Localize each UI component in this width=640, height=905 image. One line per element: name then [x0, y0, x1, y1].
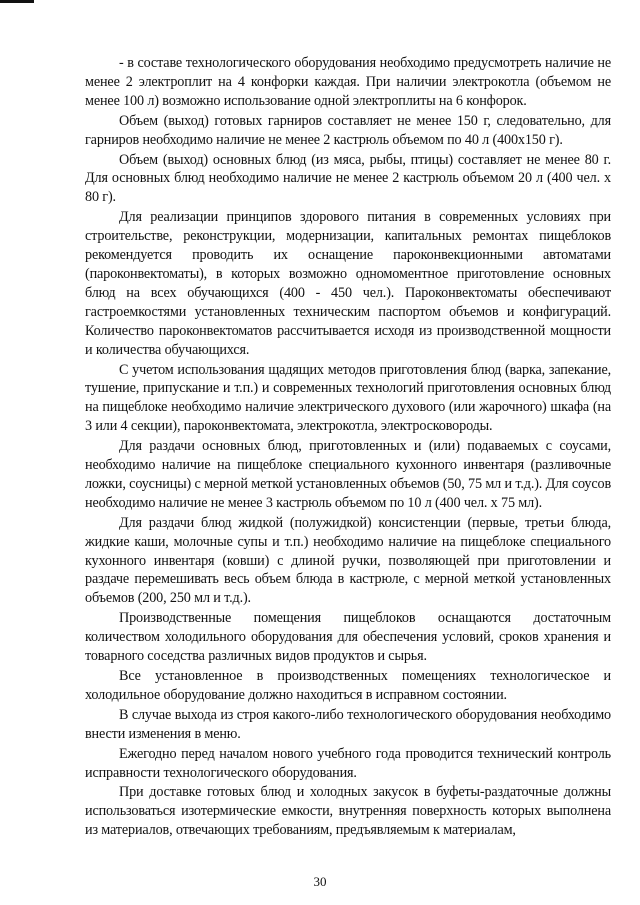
paragraph-garnish-volume: Объем (выход) готовых гарниров составляет не менее 150 г, следовательно, для гарниров необходимо наличие не менее 2 кастрюль объемом по 40 л (400х150 г).	[85, 112, 611, 148]
paragraph-refrigeration: Производственные помещения пищеблоков оснащаются достаточным количеством холодильного оборудования для обеспечения условий, сроков хранения и товарного соседства различных видов продуктов и сырья.	[85, 610, 611, 665]
paragraph-combi-steamers: Для реализации принципов здорового питания в современных условиях при строительстве, реконструкции, модернизации, капитальных ремонтах пищеблоков рекомендуется проводить их оснащение пароконвекционными автоматами (пароконвектоматы), в которых возможно одномоментное приготовление основных блюд на всех обучающихся (400 - 450 чел.). Пароконвектоматы обеспечивают гастроемкостями установленных техническим паспортом объемов и конфигураций. Количество пароконвектоматов рассчитывается исходя из производственной мощности и количества обучающихся.	[85, 209, 611, 358]
top-edge-mark	[0, 0, 34, 3]
paragraph-cooking-methods: С учетом использования щадящих методов приготовления блюд (варка, запекание, тушение, припускание и т.п.) и современных технологий приготовления основных блюд на пищеблоке необходимо наличие электрического духового (или жарочного) шкафа (на 3 или 4 секции), пароконвектомата, электрокотла, электросковороды.	[85, 361, 611, 435]
page-number: 30	[313, 874, 327, 889]
paragraph-main-dish-volume: Объем (выход) основных блюд (из мяса, рыбы, птицы) составляет не менее 80 г. Для основных блюд необходимо наличие не менее 2 кастрюль объемом 20 л (400 чел. х 80 г).	[85, 151, 611, 206]
paragraph-equipment-stoves: - в составе технологического оборудования необходимо предусмотреть наличие не менее 2 электроплит на 4 конфорки каждая. При наличии электрокотла (объемом не менее 100 л) возможно использование одной электроплиты на 6 конфорок.	[85, 55, 611, 109]
paragraph-annual-inspection: Ежегодно перед началом нового учебного года проводится технический контроль исправности технологического оборудования.	[85, 745, 611, 781]
document-page	[85, 54, 611, 841]
paragraph-equipment-failure: В случае выхода из строя какого-либо технологического оборудования необходимо внести изменения в меню.	[85, 706, 611, 742]
paragraph-equipment-condition: Все установленное в производственных помещениях технологическое и холодильное оборудование должно находиться в исправном состоянии.	[85, 668, 611, 703]
paragraph-sauce-serving: Для раздачи основных блюд, приготовленных и (или) подаваемых с соусами, необходимо наличие на пищеблоке специального кухонного инвентаря (разливочные ложки, соусницы) с мерной меткой установленных объемов (50, 75 мл и т.д.). Для соусов необходимо наличие не менее 3 кастрюль объемом по 10 л (400 чел. х 75 мл).	[85, 438, 611, 511]
paragraph-liquid-dishes: Для раздачи блюд жидкой (полужидкой) консистенции (первые, третьи блюда, жидкие каши, молочные супы и т.п.) необходимо наличие на пищеблоке специального кухонного инвентаря (ковши) с длиной ручки, позволяющей при приготовлении и раздаче перемешивать весь объем блюда в кастрюле, с мерной меткой установленных объемов (200, 250 мл и т.д.).	[85, 514, 611, 607]
paragraph-delivery-containers: При доставке готовых блюд и холодных закусок в буфеты-раздаточные должны использоваться изотермические емкости, внутренняя поверхность которых выполнена из материалов, отвечающих требованиям, предъявляемым к материалам,	[85, 784, 611, 839]
